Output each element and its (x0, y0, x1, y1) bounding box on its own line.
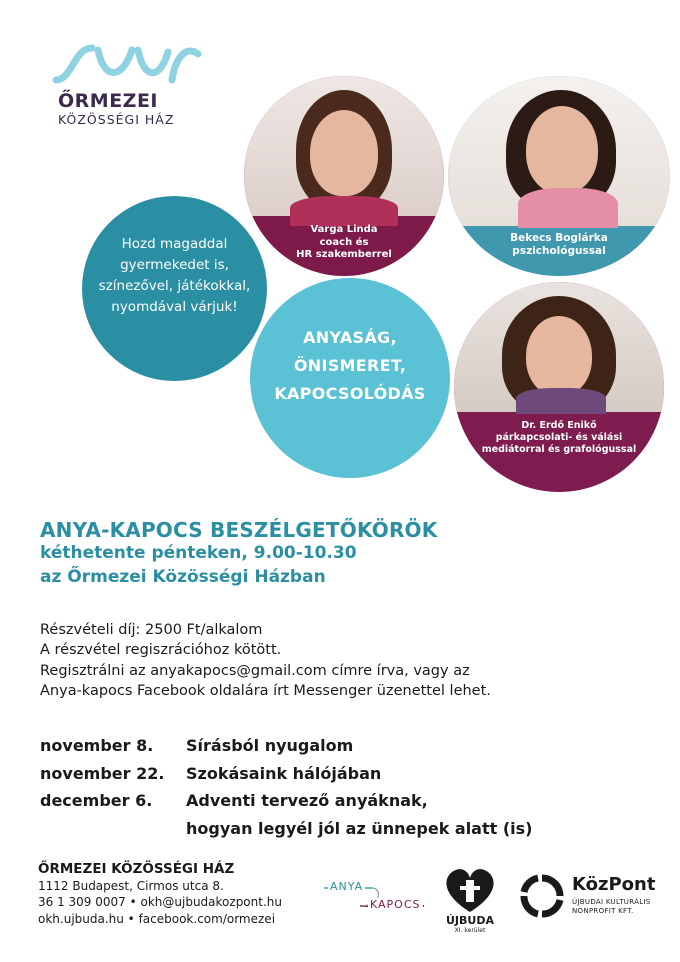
logo-subtitle: KÖZÖSSÉGI HÁZ (58, 112, 175, 127)
anya-word: ANYA (330, 880, 364, 893)
session-schedule (40, 732, 660, 843)
event-location: az Őrmezei Közösségi Házban (40, 566, 326, 587)
schedule-row (40, 760, 660, 788)
session-date: december 6. (40, 791, 153, 811)
session-topic: Adventi tervező anyáknak, (186, 791, 428, 811)
footer-contact (38, 860, 338, 927)
ujbuda-heart-icon (440, 866, 500, 914)
kozpont-name: KözPont (572, 874, 656, 895)
info-circle (82, 196, 267, 381)
speaker-role: mediátorral és grafológussal (481, 443, 637, 455)
speaker-role: coach és (319, 236, 369, 248)
info-line: Hozd magaddal (121, 236, 228, 252)
kozpont-sub: NONPROFIT KFT. (572, 907, 634, 915)
speaker-circle-bekecs-boglarka (448, 76, 670, 276)
event-details (40, 620, 660, 701)
ujbuda-name: ÚJBUDA (446, 914, 494, 927)
schedule-row (40, 815, 660, 843)
schedule-row (40, 732, 660, 760)
info-line: gyermekedet is, (120, 256, 229, 273)
registration-facebook-line: Anya-kapocs Facebook oldalára írt Messenger üzenettel lehet. (40, 682, 491, 699)
ujbuda-logo (440, 866, 500, 936)
session-date (40, 815, 186, 843)
event-title: ANYA-KAPOCS BESZÉLGETŐKÖRÖK (40, 518, 438, 542)
speaker-photo (454, 282, 664, 412)
speaker-role: HR szakemberrel (296, 249, 392, 260)
topic-line: ANYASÁG, (303, 328, 397, 347)
schedule-row (40, 787, 660, 815)
footer-address: 1112 Budapest, Cirmos utca 8. (38, 879, 224, 894)
anya-kapocs-logo (320, 876, 430, 916)
speaker-photo (448, 76, 670, 226)
logo-title: ŐRMEZEI (58, 90, 158, 112)
ormezei-logo (52, 40, 252, 130)
event-schedule-info: kéthetente pénteken, 9.00-10.30 (40, 543, 357, 563)
topic-line: KAPOCSOLÓDÁS (274, 384, 426, 403)
speaker-name: Dr. Erdő Enikő (521, 420, 597, 431)
footer-title: ŐRMEZEI KÖZÖSSÉGI HÁZ (38, 861, 235, 877)
session-date: november 22. (40, 763, 165, 783)
fee-line: Részvételi díj: 2500 Ft/alkalom (40, 622, 263, 638)
topic-circle (250, 278, 450, 478)
speaker-role: párkapcsolati- és válási (495, 431, 623, 443)
footer-contact-line: 36 1 309 0007 • okh@ujbudakozpont.hu (38, 895, 282, 910)
registration-line: A részvétel regiszrációhoz kötött. (40, 642, 282, 659)
speaker-role: pszichológussal (512, 245, 606, 258)
speaker-circle-erdo-eniko (454, 282, 664, 492)
session-topic: Sírásból nyugalom (186, 736, 354, 755)
topic-line: ÖNISMERET, (293, 356, 407, 375)
session-date: november 8. (40, 736, 154, 755)
kozpont-sub: ÚJBUDAI KULTURÁLIS (572, 898, 651, 906)
info-line: színezővel, játékokkal, (98, 277, 251, 294)
kapocs-word: KAPOCS (370, 898, 421, 911)
info-line: nyomdával várjuk! (111, 298, 238, 315)
session-topic: Szokásaink hálójában (186, 763, 382, 783)
speaker-photo (244, 76, 444, 216)
speaker-circle-varga-linda (244, 76, 444, 276)
registration-email-line: Regisztrálni az anyakapocs@gmail.com címre írva, vagy az (40, 662, 470, 679)
speaker-name: Varga Linda (310, 224, 378, 235)
wave-logo-icon (52, 40, 202, 86)
ujbuda-district: XI. kerület (454, 927, 486, 934)
footer-web-line: okh.ujbuda.hu • facebook.com/ormezei (38, 911, 276, 926)
kozpont-ring-icon (520, 874, 564, 918)
event-heading (40, 518, 660, 590)
kozpont-logo (520, 872, 670, 922)
speaker-name: Bekecs Boglárka (510, 232, 608, 244)
session-topic: hogyan legyél jól az ünnepek alatt (is) (186, 819, 533, 839)
